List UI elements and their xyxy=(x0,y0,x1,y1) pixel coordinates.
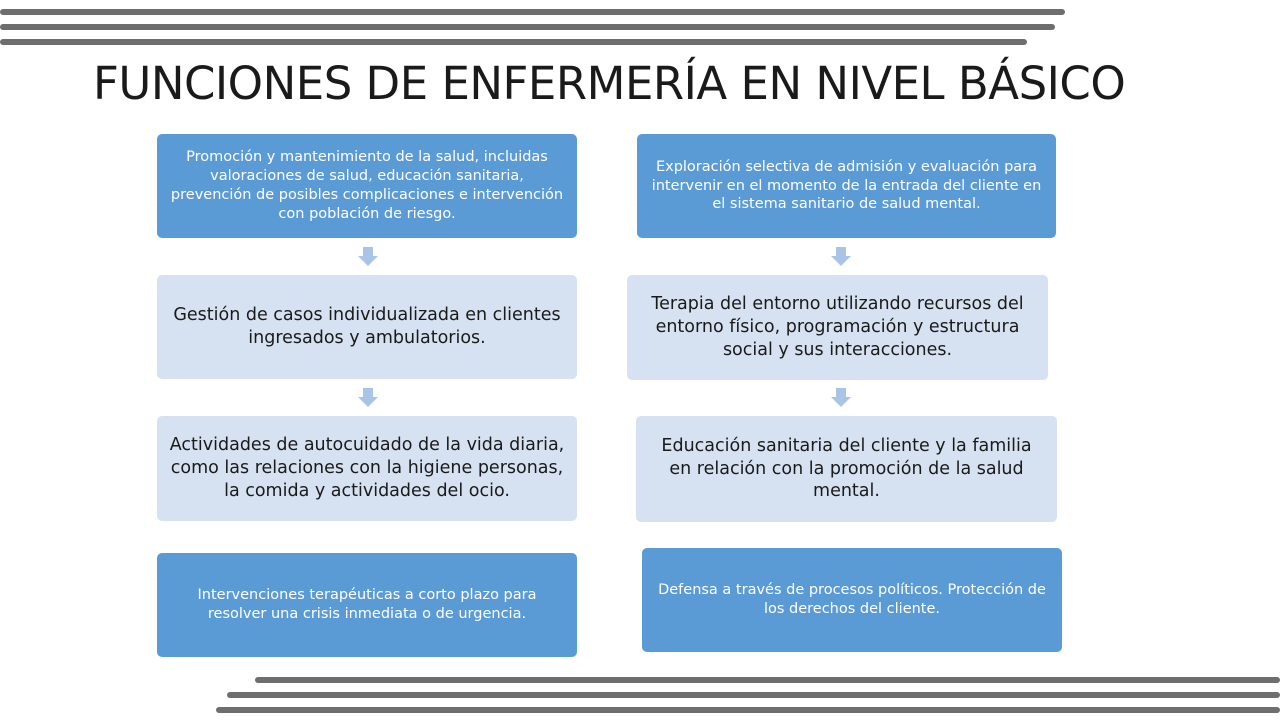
down-arrow-icon xyxy=(358,388,378,408)
bottom-line-1 xyxy=(255,677,1280,683)
left-box-promocion xyxy=(157,134,577,238)
right-box-exploracion xyxy=(637,134,1056,238)
right-box-defensa xyxy=(642,548,1062,652)
top-line-2 xyxy=(0,24,1055,30)
right-box-1-text: Exploración selectiva de admisión y evaluación para intervenir en el momento de la entrada del cliente en el sistema sanitario de salud mental. xyxy=(651,158,1042,213)
right-box-terapia xyxy=(627,275,1048,380)
left-box-actividades xyxy=(157,416,577,521)
down-arrow-icon xyxy=(831,388,851,408)
right-box-4-text: Defensa a través de procesos políticos. Protección de los derechos del cliente. xyxy=(658,582,1046,617)
top-line-3 xyxy=(0,39,1027,45)
left-box-2-text: Gestión de casos individualizada en clientes ingresados y ambulatorios. xyxy=(173,305,561,348)
left-box-4-text: Intervenciones terapéuticas a corto plazo para resolver una crisis inmediata o de urgencia. xyxy=(197,587,537,622)
right-box-2-text: Terapia del entorno utilizando recursos del entorno físico, programación y estructura social y sus interacciones. xyxy=(651,294,1024,360)
down-arrow-icon xyxy=(358,247,378,267)
left-box-3-text: Actividades de autocuidado de la vida diaria, como las relaciones con la higiene personas, la comida y actividades del ocio. xyxy=(169,435,565,501)
left-box-gestion xyxy=(157,275,577,379)
right-box-3-text: Educación sanitaria del cliente y la familia en relación con la promoción de la salud mental. xyxy=(661,435,1032,502)
down-arrow-icon xyxy=(831,247,851,267)
right-box-educacion xyxy=(636,416,1057,522)
left-box-1-text: Promoción y mantenimiento de la salud, incluidas valoraciones de salud, educación sanitaria, prevención de posibles complicaciones e intervención con población de riesgo. xyxy=(170,149,564,222)
top-line-1 xyxy=(0,9,1065,15)
slide-title: FUNCIONES DE ENFERMERÍA EN NIVEL BÁSICO xyxy=(93,57,1126,110)
bottom-line-3 xyxy=(216,707,1280,713)
left-box-intervenciones xyxy=(157,553,577,657)
bottom-line-2 xyxy=(227,692,1280,698)
